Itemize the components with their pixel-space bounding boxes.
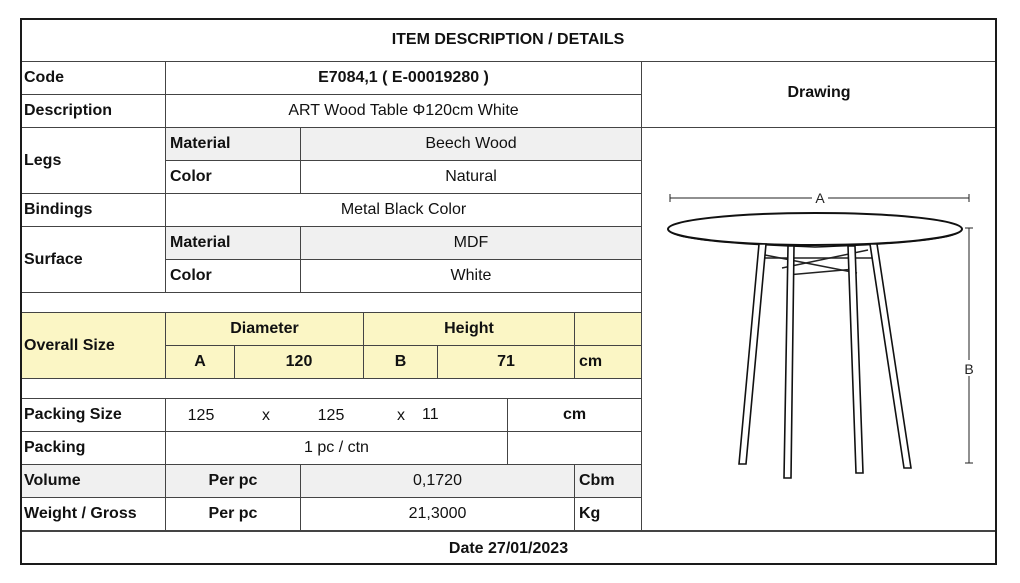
legs-label: Legs — [20, 128, 166, 194]
weight-per: Per pc — [166, 498, 301, 531]
leg-front-left — [739, 244, 766, 464]
surface-color-value: White — [301, 260, 642, 293]
packing-size-x1: x — [262, 406, 270, 424]
packing-size-d2: 125 — [317, 406, 345, 424]
bindings-value: Metal Black Color — [166, 194, 642, 227]
dimension-a-value: 120 — [235, 346, 364, 379]
drawing-label: Drawing — [642, 62, 997, 128]
legs-color-value: Natural — [301, 161, 642, 194]
dimension-a-label: A — [166, 346, 235, 379]
surface-material-label: Material — [166, 227, 301, 260]
overall-size-label: Overall Size — [20, 313, 166, 379]
leg-back-right — [870, 244, 911, 468]
dimension-b-label: B — [364, 346, 438, 379]
spacer-row — [20, 293, 642, 313]
sheet-title: ITEM DESCRIPTION / DETAILS — [20, 18, 997, 62]
table-legs — [739, 244, 911, 478]
table-drawing — [642, 128, 997, 528]
packing-size-label: Packing Size — [20, 399, 166, 432]
volume-unit: Cbm — [575, 465, 642, 498]
weight-unit: Kg — [575, 498, 642, 531]
height-header: Height — [364, 313, 575, 346]
overall-size-unit: cm — [575, 346, 642, 379]
date-footer: Date 27/01/2023 — [20, 531, 997, 565]
description-value: ART Wood Table Φ120cm White — [166, 95, 642, 128]
code-value: E7084,1 ( E-00019280 ) — [166, 62, 642, 95]
diameter-header: Diameter — [166, 313, 364, 346]
surface-material-value: MDF — [301, 227, 642, 260]
leg-front-right — [848, 246, 863, 473]
surface-label: Surface — [20, 227, 166, 293]
dimension-b-value: 71 — [438, 346, 575, 379]
weight-value: 21,3000 — [301, 498, 575, 531]
volume-label: Volume — [20, 465, 166, 498]
table-top — [668, 213, 962, 245]
volume-per: Per pc — [166, 465, 301, 498]
legs-color-label: Color — [166, 161, 301, 194]
spacer-row-2 — [20, 379, 642, 399]
unit-header-empty — [575, 313, 642, 346]
packing-size-x2: x — [397, 406, 405, 424]
dimension-b-label: B — [964, 361, 974, 377]
item-details-sheet — [20, 18, 997, 565]
bindings-label: Bindings — [20, 194, 166, 227]
packing-size-d1: 125 — [187, 406, 215, 424]
packing-value: 1 pc / ctn — [166, 432, 508, 465]
code-label: Code — [20, 62, 166, 95]
volume-value: 0,1720 — [301, 465, 575, 498]
legs-material-value: Beech Wood — [301, 128, 642, 161]
packing-size-unit: cm — [508, 399, 642, 432]
packing-label: Packing — [20, 432, 166, 465]
surface-color-label: Color — [166, 260, 301, 293]
packing-empty — [508, 432, 642, 465]
packing-size-d3: 11 — [166, 399, 508, 432]
table-illustration — [642, 128, 997, 528]
dimension-a-label: A — [815, 190, 825, 206]
leg-front-center — [784, 246, 794, 478]
legs-material-label: Material — [166, 128, 301, 161]
weight-label: Weight / Gross — [20, 498, 166, 531]
description-label: Description — [20, 95, 166, 128]
